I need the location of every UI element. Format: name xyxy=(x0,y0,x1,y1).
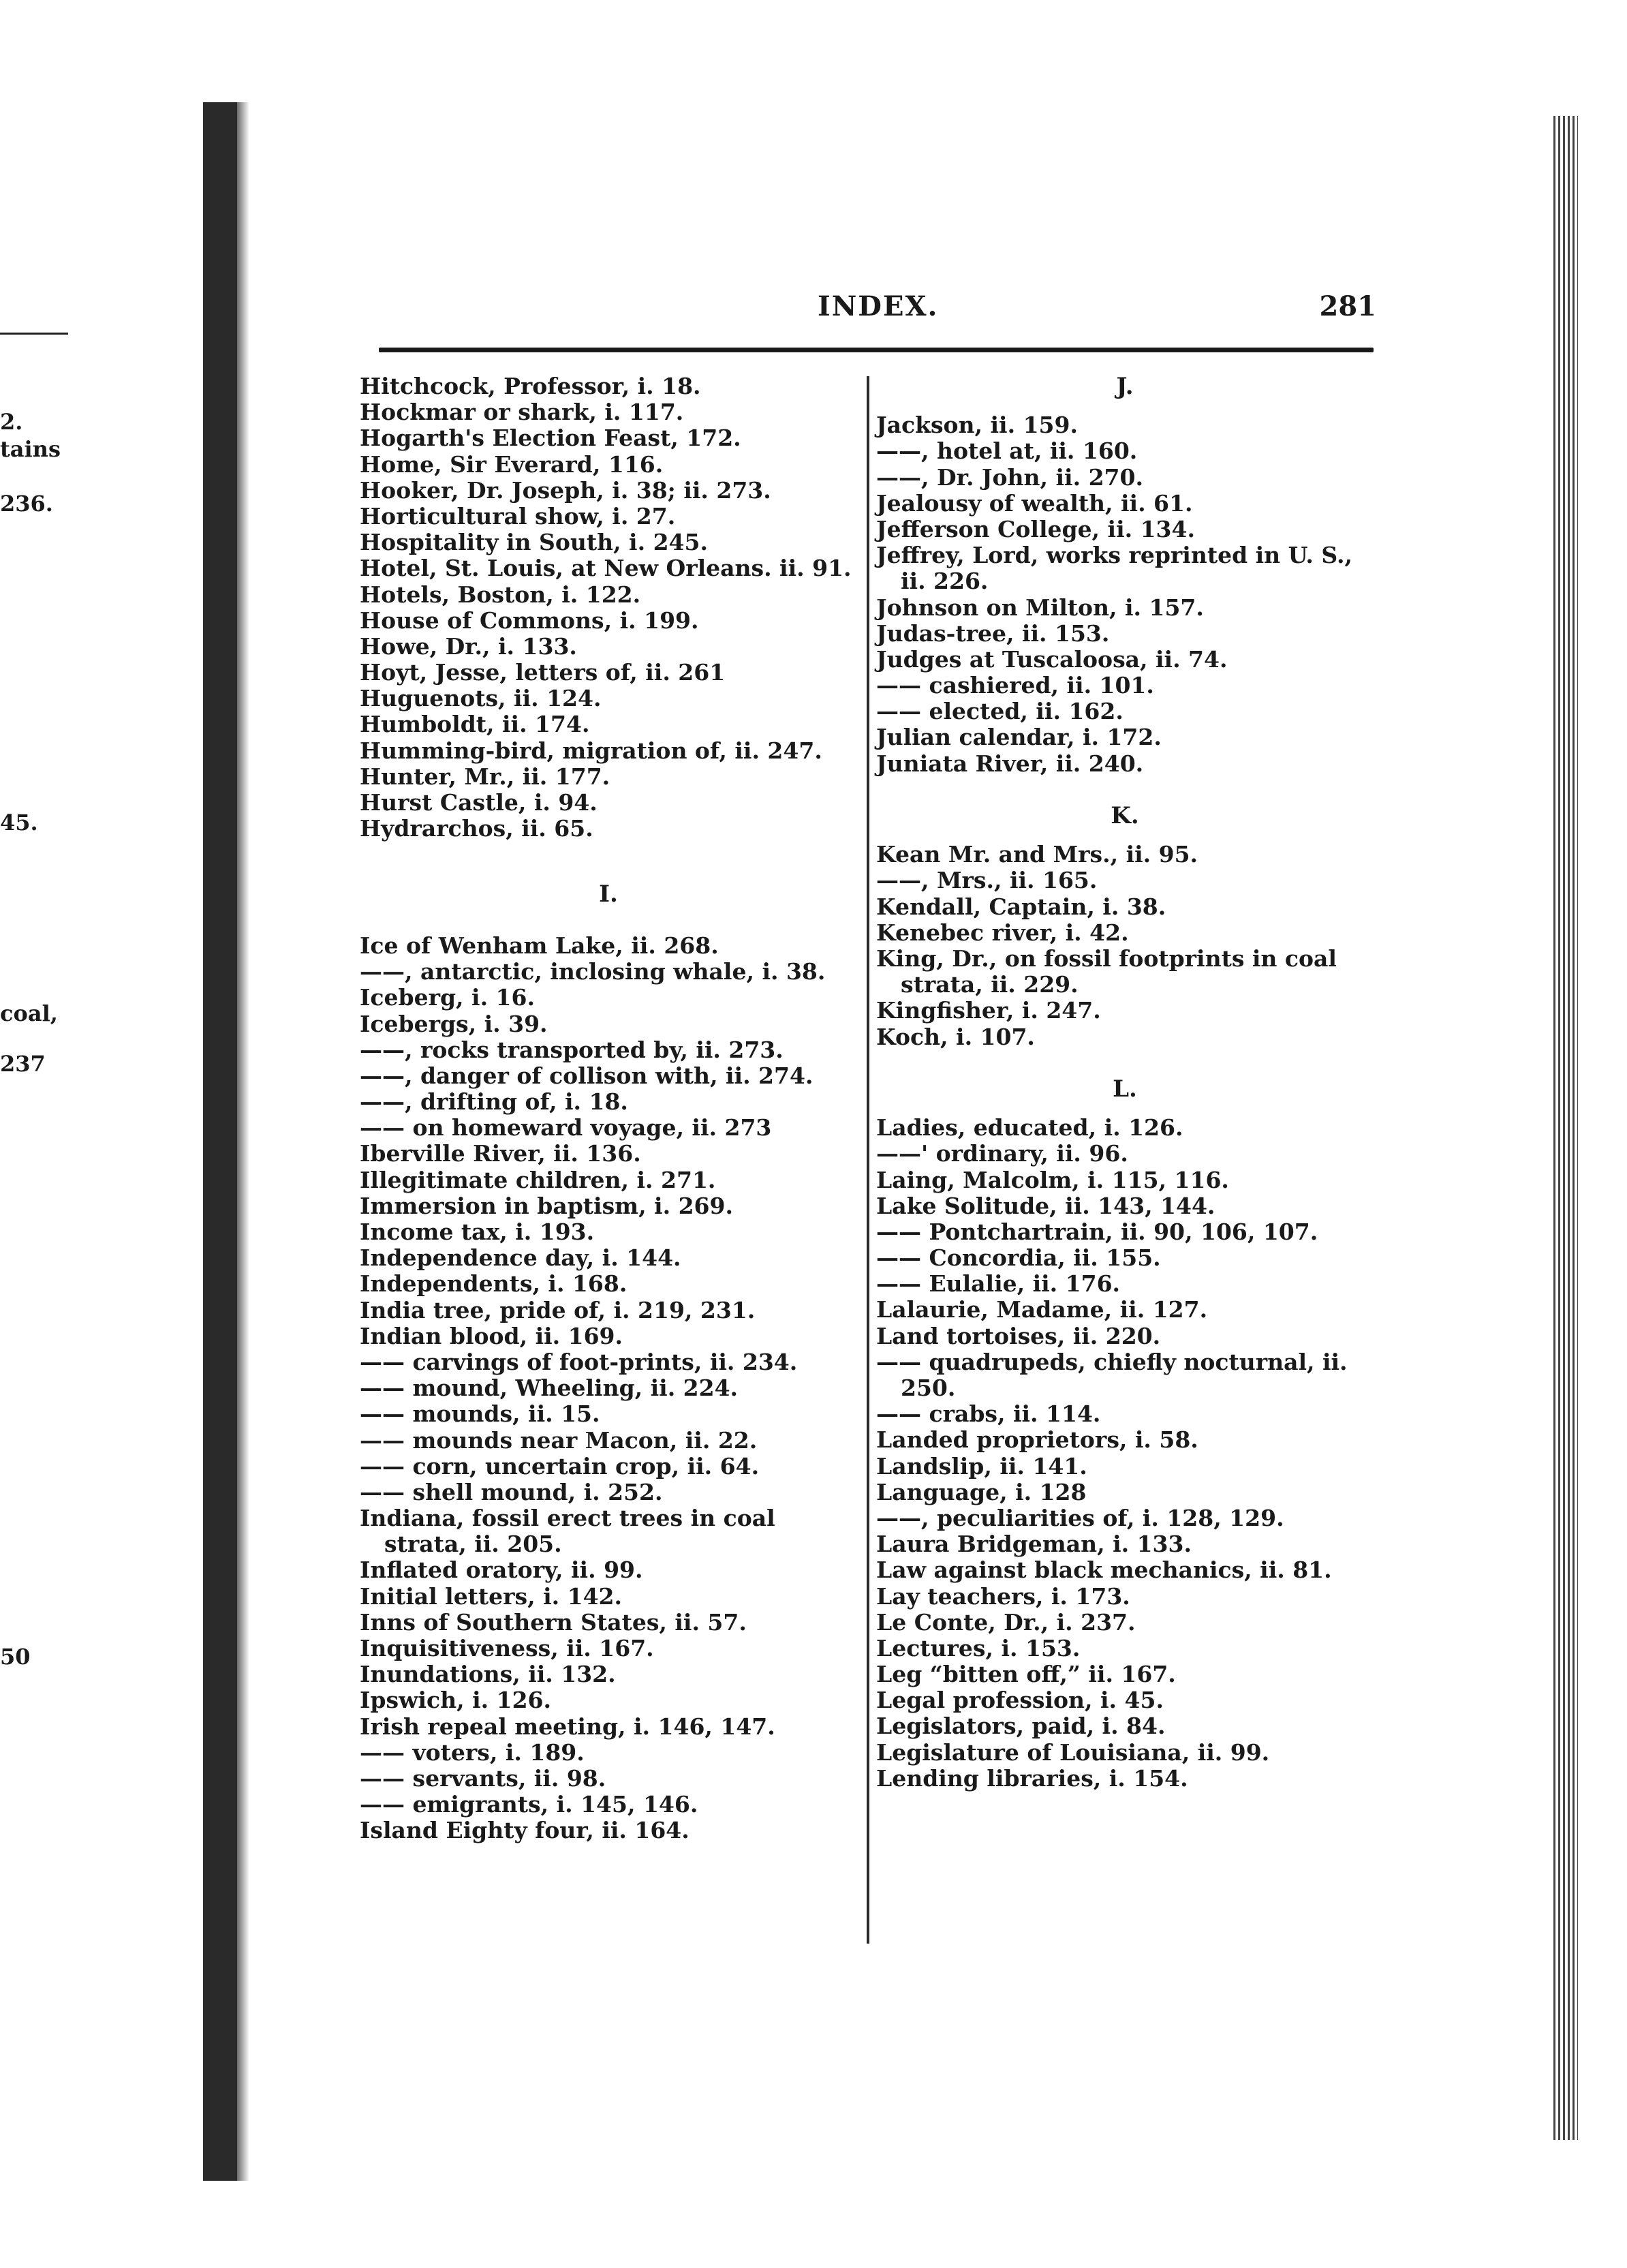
index-entry: Immersion in baptism, i. 269. xyxy=(360,1192,733,1219)
index-entry: King, Dr., on fossil footprints in coal strata, ii. 229. xyxy=(876,945,1337,998)
index-entry: Hydrarchos, ii. 65. xyxy=(360,815,593,842)
index-entry: Laing, Malcolm, i. 115, 116. xyxy=(876,1166,1229,1193)
facing-fragment: coal, xyxy=(0,1000,58,1026)
index-block-l-a xyxy=(876,1115,1374,1349)
index-entry: Lectures, i. 153. xyxy=(876,1634,1081,1661)
index-entry: Humboldt, ii. 174. xyxy=(360,711,590,738)
facing-fragment: 2. xyxy=(0,409,23,435)
index-entry: —— mounds near Macon, ii. 22. xyxy=(360,1426,758,1454)
facing-fragment: 236. xyxy=(0,491,53,517)
index-entry: Hotels, Boston, i. 122. xyxy=(360,581,641,608)
index-entry: Koch, i. 107. xyxy=(876,1023,1035,1050)
facing-page xyxy=(0,0,203,2268)
index-entry: —— cashiered, ii. 101. xyxy=(876,672,1154,699)
section-letter-i: I. xyxy=(599,880,618,908)
index-entry: Irish repeal meeting, i. 146, 147. xyxy=(360,1713,775,1740)
index-entry: Jefferson College, ii. 134. xyxy=(876,515,1195,542)
index-entry: —— crabs, ii. 114. xyxy=(876,1400,1101,1428)
running-head xyxy=(382,290,1376,331)
facing-fragment: 45. xyxy=(0,810,38,836)
index-entry: Hurst Castle, i. 94. xyxy=(360,789,598,816)
index-entry: Kenebec river, i. 42. xyxy=(876,919,1129,946)
index-entry: Juniata River, ii. 240. xyxy=(876,750,1144,777)
index-entry: —— voters, i. 189. xyxy=(360,1738,585,1766)
index-entry: Howe, Dr., i. 133. xyxy=(360,632,577,660)
index-entry: Lay teachers, i. 173. xyxy=(876,1582,1130,1610)
index-entry: —— mounds, ii. 15. xyxy=(360,1400,600,1428)
index-entry: Kean Mr. and Mrs., ii. 95. xyxy=(876,841,1198,868)
page-title: INDEX. xyxy=(818,290,939,322)
index-entry: ——, antarctic, inclosing whale, i. 38. xyxy=(360,958,826,985)
index-entry: —— emigrants, i. 145, 146. xyxy=(360,1791,698,1818)
index-entry: Hospitality in South, i. 245. xyxy=(360,529,708,556)
facing-fragment: 237 xyxy=(0,1051,46,1077)
index-entry: ——, peculiarities of, i. 128, 129. xyxy=(876,1504,1284,1531)
index-entry: Jeffrey, Lord, works reprinted in U. S., ii. 226. xyxy=(876,542,1353,595)
index-entry: Ice of Wenham Lake, ii. 268. xyxy=(360,932,719,959)
index-entry: Island Eighty four, ii. 164. xyxy=(360,1817,689,1844)
section-letter-j: J. xyxy=(1116,373,1134,400)
index-entry: Iceberg, i. 16. xyxy=(360,984,535,1011)
index-entry: Lending libraries, i. 154. xyxy=(876,1764,1188,1792)
index-entry: Independents, i. 168. xyxy=(360,1270,627,1298)
index-column-right xyxy=(876,373,1374,1792)
index-entry: Le Conte, Dr., i. 237. xyxy=(876,1608,1136,1636)
index-entry: Inns of Southern States, ii. 57. xyxy=(360,1608,747,1636)
index-block-l-b xyxy=(876,1401,1374,1792)
index-entry: Income tax, i. 193. xyxy=(360,1219,595,1245)
index-entry: —— shell mound, i. 252. xyxy=(360,1478,663,1505)
page-edge xyxy=(1553,116,1578,2140)
index-entry: India tree, pride of, i. 219, 231. xyxy=(360,1296,756,1323)
index-entry: —— Pontchartrain, ii. 90, 106, 107. xyxy=(876,1218,1318,1245)
index-entry: —— on homeward voyage, ii. 273 xyxy=(360,1114,772,1141)
index-entry: —— servants, ii. 98. xyxy=(360,1764,606,1792)
index-entry: Lake Solitude, ii. 143, 144. xyxy=(876,1192,1215,1219)
index-entry: ——, rocks transported by, ii. 273. xyxy=(360,1036,784,1063)
index-entry: Landslip, ii. 141. xyxy=(876,1452,1087,1480)
index-entry: Initial letters, i. 142. xyxy=(360,1582,622,1610)
index-entry: Hunter, Mr., ii. 177. xyxy=(360,763,610,790)
index-entry: —— elected, ii. 162. xyxy=(876,698,1124,725)
header-rule xyxy=(379,348,1374,352)
section-letter-k: K. xyxy=(1111,802,1139,830)
index-entry: Kendall, Captain, i. 38. xyxy=(876,893,1166,920)
index-entry: —— corn, uncertain crop, ii. 64. xyxy=(360,1452,760,1480)
index-entry: Lalaurie, Madame, ii. 127. xyxy=(876,1296,1208,1323)
index-block-h xyxy=(360,373,857,842)
index-entry: ——, hotel at, ii. 160. xyxy=(876,438,1138,465)
index-block-i-b xyxy=(360,1557,857,1843)
index-block-j-b xyxy=(876,595,1374,777)
index-entry: Humming-bird, migration of, ii. 247. xyxy=(360,737,822,764)
index-entry: Horticultural show, i. 27. xyxy=(360,502,676,530)
column-divider xyxy=(867,376,869,1944)
index-entry: ——' ordinary, ii. 96. xyxy=(876,1140,1128,1167)
facing-fragment: tains xyxy=(0,436,61,462)
index-entry: Ladies, educated, i. 126. xyxy=(876,1114,1183,1141)
facing-fragment: 50 xyxy=(0,1644,31,1670)
index-entry: Inquisitiveness, ii. 167. xyxy=(360,1635,654,1662)
index-entry: Landed proprietors, i. 58. xyxy=(876,1426,1198,1454)
index-column-left xyxy=(360,373,857,1844)
index-entry: Hoyt, Jesse, letters of, ii. 261 xyxy=(360,659,726,686)
index-entry: ——, drifting of, i. 18. xyxy=(360,1088,628,1116)
spine-gradient xyxy=(237,102,249,2181)
index-entry: Hockmar or shark, i. 117. xyxy=(360,399,684,426)
index-entry: —— Concordia, ii. 155. xyxy=(876,1244,1161,1272)
index-entry: Huguenots, ii. 124. xyxy=(360,685,602,712)
book-spine-shadow xyxy=(203,102,237,2181)
index-entry: Johnson on Milton, i. 157. xyxy=(876,594,1204,621)
index-entry: Illegitimate children, i. 271. xyxy=(360,1166,716,1193)
index-entry: Inflated oratory, ii. 99. xyxy=(360,1557,643,1584)
index-entry: Iberville River, ii. 136. xyxy=(360,1140,641,1167)
page-number: 281 xyxy=(1319,290,1376,322)
index-entry: House of Commons, i. 199. xyxy=(360,607,699,634)
index-entry: Judas-tree, ii. 153. xyxy=(876,619,1110,647)
index-entry: Legal profession, i. 45. xyxy=(876,1687,1164,1714)
index-block-k-a xyxy=(876,842,1374,946)
index-entry: Laura Bridgeman, i. 133. xyxy=(876,1531,1192,1558)
section-letter-l: L. xyxy=(1113,1075,1137,1103)
index-entry: ——, Dr. John, ii. 270. xyxy=(876,463,1143,491)
index-entry: Icebergs, i. 39. xyxy=(360,1010,548,1037)
index-entry: Independence day, i. 144. xyxy=(360,1244,681,1272)
index-entry: Home, Sir Everard, 116. xyxy=(360,450,664,478)
index-entry: Language, i. 128 xyxy=(876,1478,1087,1505)
index-entry: —— carvings of foot-prints, ii. 234. xyxy=(360,1348,798,1375)
index-entry: Legislature of Louisiana, ii. 99. xyxy=(876,1738,1270,1766)
index-entry: Land tortoises, ii. 220. xyxy=(876,1322,1161,1349)
index-block-j-a xyxy=(876,412,1374,542)
index-entry: —— Eulalie, ii. 176. xyxy=(876,1270,1121,1298)
index-entry: Leg “bitten off,” ii. 167. xyxy=(876,1661,1176,1688)
index-entry: Jackson, ii. 159. xyxy=(876,412,1078,439)
index-block-k-b xyxy=(876,998,1374,1049)
index-entry: Julian calendar, i. 172. xyxy=(876,724,1162,751)
index-entry: Legislators, paid, i. 84. xyxy=(876,1713,1166,1740)
index-entry: Law against black mechanics, ii. 81. xyxy=(876,1557,1332,1584)
index-entry: ——, Mrs., ii. 165. xyxy=(876,867,1098,894)
index-entry: Hotel, St. Louis, at New Orleans. ii. 91. xyxy=(360,555,852,582)
index-entry: Inundations, ii. 132. xyxy=(360,1661,616,1688)
index-entry: Indian blood, ii. 169. xyxy=(360,1322,623,1349)
index-block-i-a xyxy=(360,933,857,1505)
index-entry: —— quadrupeds, chiefly nocturnal, ii. 250. xyxy=(876,1348,1348,1402)
index-entry: Hitchcock, Professor, i. 18. xyxy=(360,373,701,399)
index-entry: Ipswich, i. 126. xyxy=(360,1687,551,1714)
index-entry: Hogarth's Election Feast, 172. xyxy=(360,425,741,452)
index-entry: Kingfisher, i. 247. xyxy=(876,997,1101,1024)
index-entry: Hooker, Dr. Joseph, i. 38; ii. 273. xyxy=(360,476,771,504)
index-entry: ——, danger of collison with, ii. 274. xyxy=(360,1062,814,1089)
index-entry: Jealousy of wealth, ii. 61. xyxy=(876,489,1193,517)
index-entry: Indiana, fossil erect trees in coal strata, ii. 205. xyxy=(360,1505,775,1558)
index-entry: —— mound, Wheeling, ii. 224. xyxy=(360,1375,739,1402)
facing-page-rule xyxy=(0,333,68,335)
index-entry: Judges at Tuscaloosa, ii. 74. xyxy=(876,645,1228,673)
